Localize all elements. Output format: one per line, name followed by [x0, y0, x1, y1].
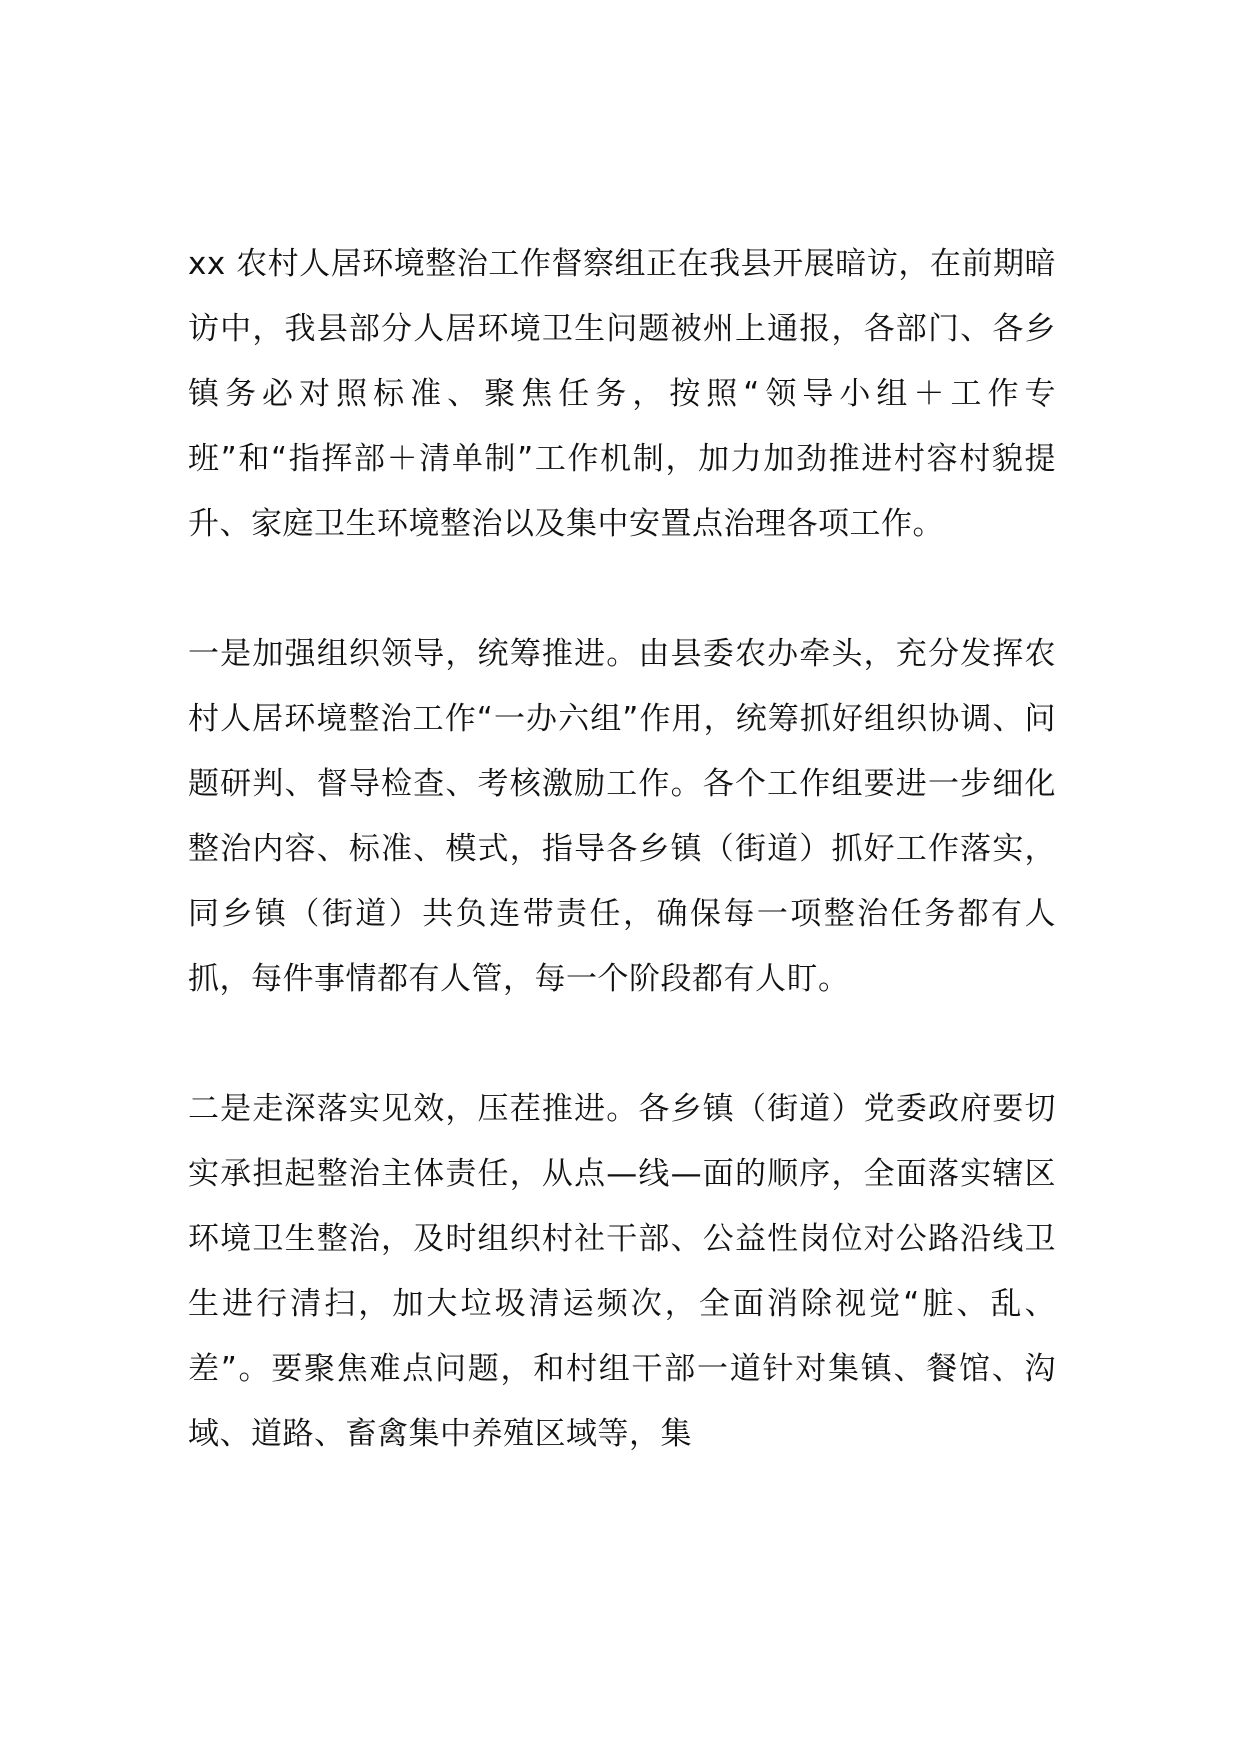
paragraph-point-two: 二是走深落实见效，压茬推进。各乡镇（街道）党委政府要切实承担起整治主体责任，从点—线—面的顺序，全面落实辖区环境卫生整治，及时组织村社干部、公益性岗位对公路沿线卫生进行清扫，加大垃圾清运频次，全面消除视觉“脏、乱、差”。要聚焦难点问题，和村组干部一道针对集镇、餐馆、沟域、道路、畜禽集中养殖区域等，集 — [188, 1091, 1056, 1452]
paragraph-intro: xx 农村人居环境整治工作督察组正在我县开展暗访，在前期暗访中，我县部分人居环境卫生问题被州上通报，各部门、各乡镇务必对照标准、聚焦任务，按照“领导小组＋工作专班”和“指挥部＋清单制”工作机制，加力加劲推进村容村貌提升、家庭卫生环境整治以及集中安置点治理各项工作。 — [188, 246, 1056, 542]
document-body — [188, 232, 1056, 1532]
paragraph-point-one: 一是加强组织领导，统筹推进。由县委农办牵头，充分发挥农村人居环境整治工作“一办六组”作用，统筹抓好组织协调、问题研判、督导检查、考核激励工作。各个工作组要进一步细化整治内容、标准、模式，指导各乡镇（街道）抓好工作落实，同乡镇（街道）共负连带责任，确保每一项整治任务都有人抓，每件事情都有人管，每一个阶段都有人盯。 — [188, 636, 1056, 997]
